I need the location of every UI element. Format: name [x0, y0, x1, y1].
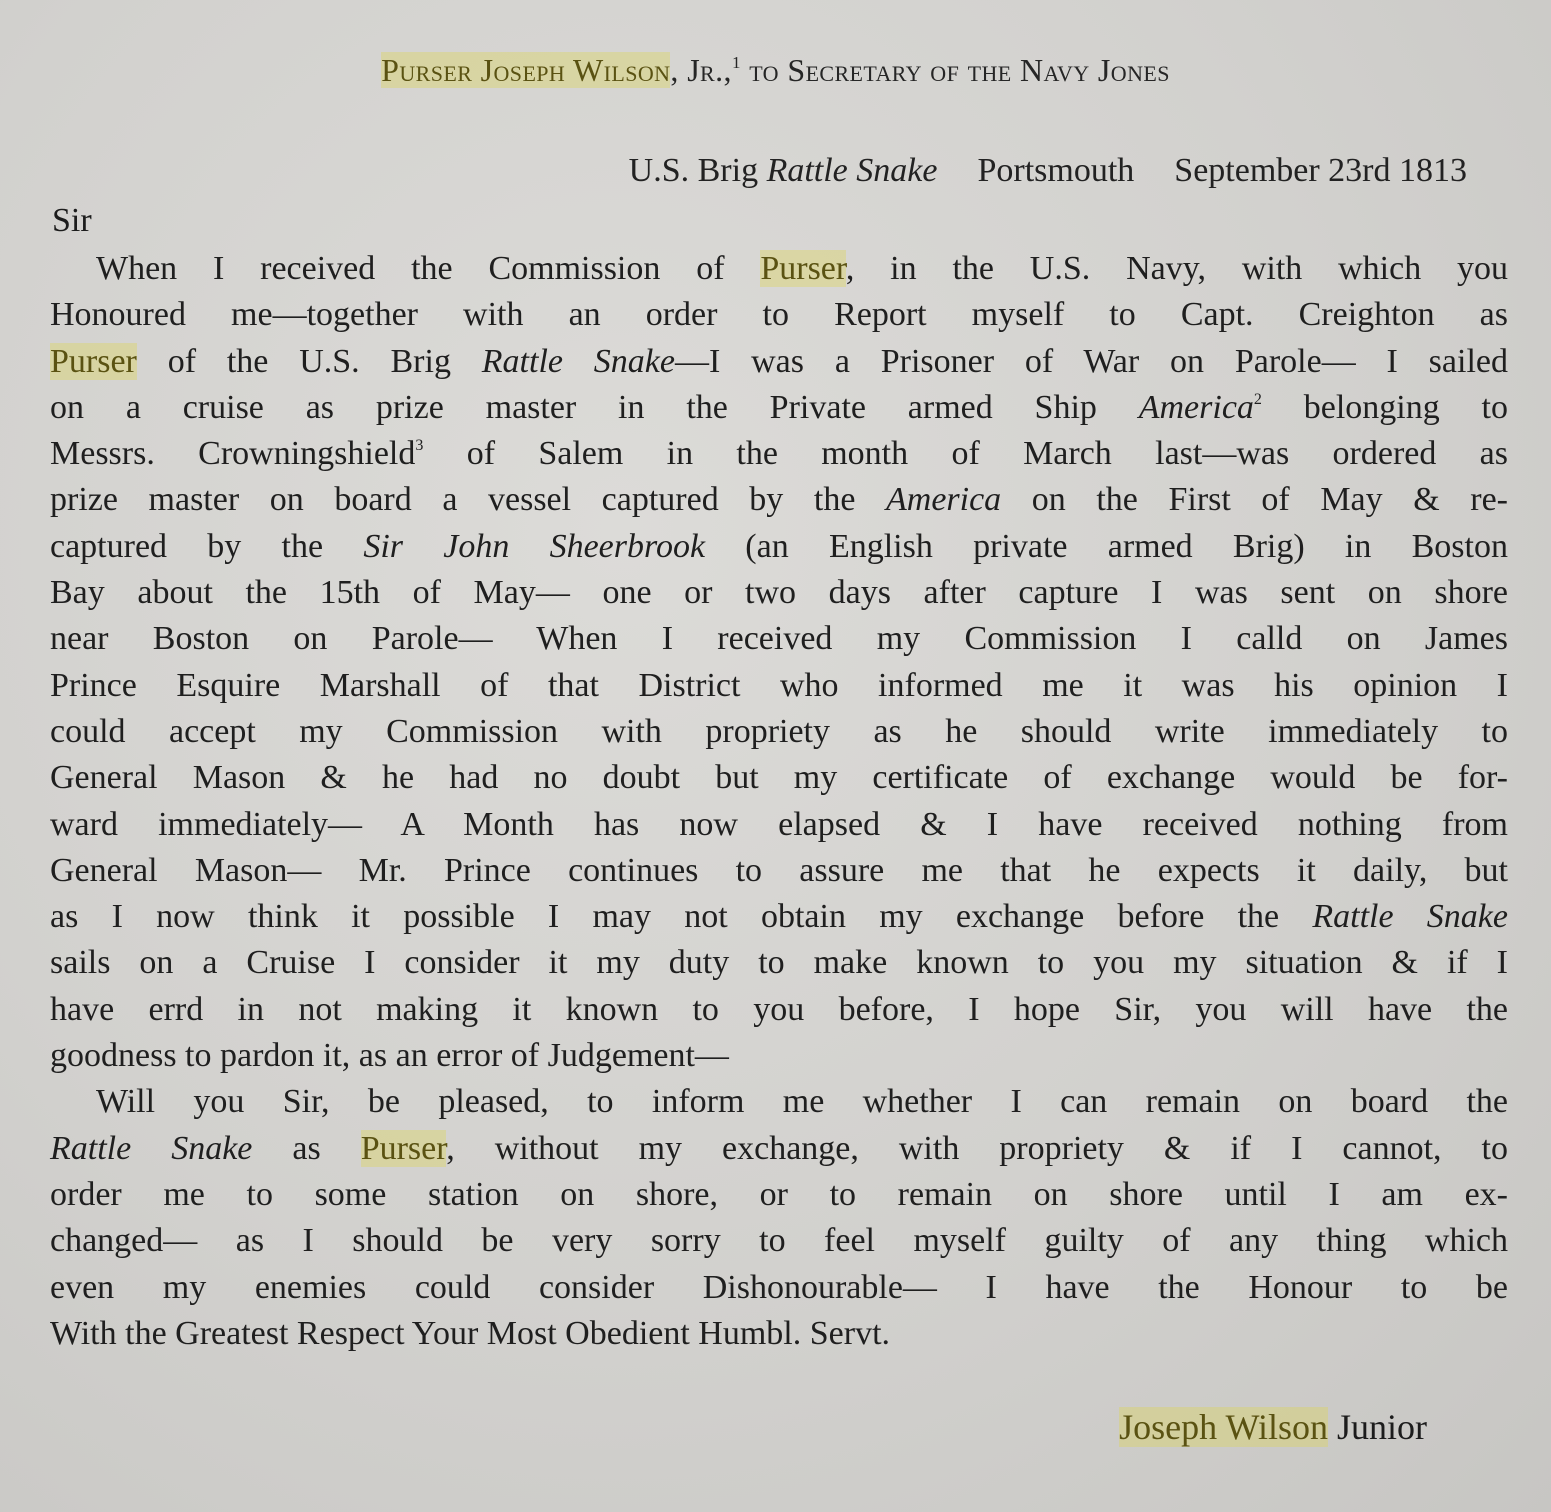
body-line: Prince Esquire Marshall of that District who informed me it was his opinion I [50, 666, 1508, 704]
body-line [50, 246, 1508, 292]
body-line: sails on a Cruise I consider it my duty to make known to you my situation & if I [50, 944, 1508, 982]
vessel-prefix: U.S. Brig [628, 152, 767, 189]
body-line: could accept my Commission with propriety as he should write immediately to [50, 712, 1508, 750]
letter-body [50, 246, 1508, 1357]
body-line [50, 524, 1508, 570]
body-line [50, 339, 1508, 385]
letter-heading [0, 52, 1551, 89]
text-run: , in the U.S. Navy, with which you [845, 250, 1509, 287]
highlighted-signature-name: Joseph Wilson [1119, 1407, 1328, 1447]
body-line: Will you Sir, be pleased, to inform me whether I can remain on board the [96, 1083, 1508, 1121]
dateline [629, 152, 1467, 190]
footnote-marker: 1 [731, 53, 741, 72]
body-line: ward immediately— A Month has now elapsed & I have received nothing from [50, 805, 1508, 843]
highlighted-word: Purser [50, 342, 137, 380]
text-run: —I was a Prisoner of War on Parole— I sailed [674, 342, 1508, 380]
text-run: belonging to [1261, 388, 1508, 426]
body-line: With the Greatest Respect Your Most Obedient Humbl. Servt. [50, 1314, 891, 1352]
recipient: to Secretary of the Navy Jones [740, 52, 1170, 88]
signature-suffix: Junior [1328, 1407, 1427, 1447]
body-line: near Boston on Parole— When I received my Commission I calld on James [50, 620, 1508, 658]
body-line: even my enemies could consider Dishonourable— I have the Honour to be [50, 1268, 1508, 1306]
body-line [50, 385, 1508, 431]
text-run: captured by the [50, 527, 364, 565]
body-line: General Mason— Mr. Prince continues to assure me that he expects it daily, but [50, 851, 1508, 889]
ship-name: Sir John Sheerbrook [363, 527, 706, 565]
text-run: as [252, 1129, 361, 1167]
text-run: Messrs. Crowningshield [50, 435, 416, 473]
letter-date: September 23rd 1813 [1174, 152, 1467, 189]
ship-name: Rattle Snake [481, 342, 675, 380]
ship-name: Rattle Snake [50, 1129, 253, 1167]
text-run: When I received the Commission of [96, 250, 761, 287]
body-line: Bay about the 15th of May— one or two days after capture I was sent on shore [50, 574, 1508, 612]
text-run: (an English private armed Brig) in Boston [705, 527, 1508, 565]
text-run: on a cruise as prize master in the Private armed Ship [50, 388, 1139, 426]
text-run: prize master on board a vessel captured by the [50, 481, 886, 519]
author-suffix: , Jr., [670, 52, 732, 88]
footnote-marker: 3 [415, 437, 424, 455]
body-line: General Mason & he had no doubt but my certificate of exchange would be for- [50, 759, 1508, 797]
text-run: of Salem in the month of March last—was ordered as [423, 435, 1508, 473]
highlighted-word: Purser [760, 250, 846, 287]
text-run: as I now think it possible I may not obtain my exchange before the [50, 898, 1313, 936]
ship-name: America [1138, 388, 1254, 426]
ship-name: America [886, 481, 1002, 519]
body-line [50, 431, 1508, 477]
body-line [50, 477, 1508, 523]
vessel-name: Rattle Snake [766, 152, 938, 189]
text-run: of the U.S. Brig [136, 342, 482, 380]
text-run: , without my exchange, with propriety & if I cannot, to [446, 1129, 1508, 1167]
body-line: Honoured me—together with an order to Report myself to Capt. Creighton as [50, 296, 1508, 334]
ship-name: Rattle Snake [1312, 898, 1508, 936]
signature [1119, 1406, 1427, 1448]
body-line: have errd in not making it known to you before, I hope Sir, you will have the [50, 990, 1508, 1028]
highlighted-word: Purser [360, 1129, 447, 1167]
body-line: changed— as I should be very sorry to feel myself guilty of any thing which [50, 1222, 1508, 1260]
body-line: goodness to pardon it, as an error of Judgement— [50, 1037, 729, 1075]
text-run: on the First of May & re- [1001, 481, 1508, 519]
body-line [50, 894, 1508, 940]
body-line [50, 1126, 1508, 1172]
footnote-marker: 2 [1253, 390, 1262, 408]
highlighted-author-name: Purser Joseph Wilson [381, 52, 671, 88]
salutation: Sir [52, 202, 92, 239]
body-line: order me to some station on shore, or to remain on shore until I am ex- [50, 1175, 1508, 1213]
place: Portsmouth [977, 152, 1135, 189]
